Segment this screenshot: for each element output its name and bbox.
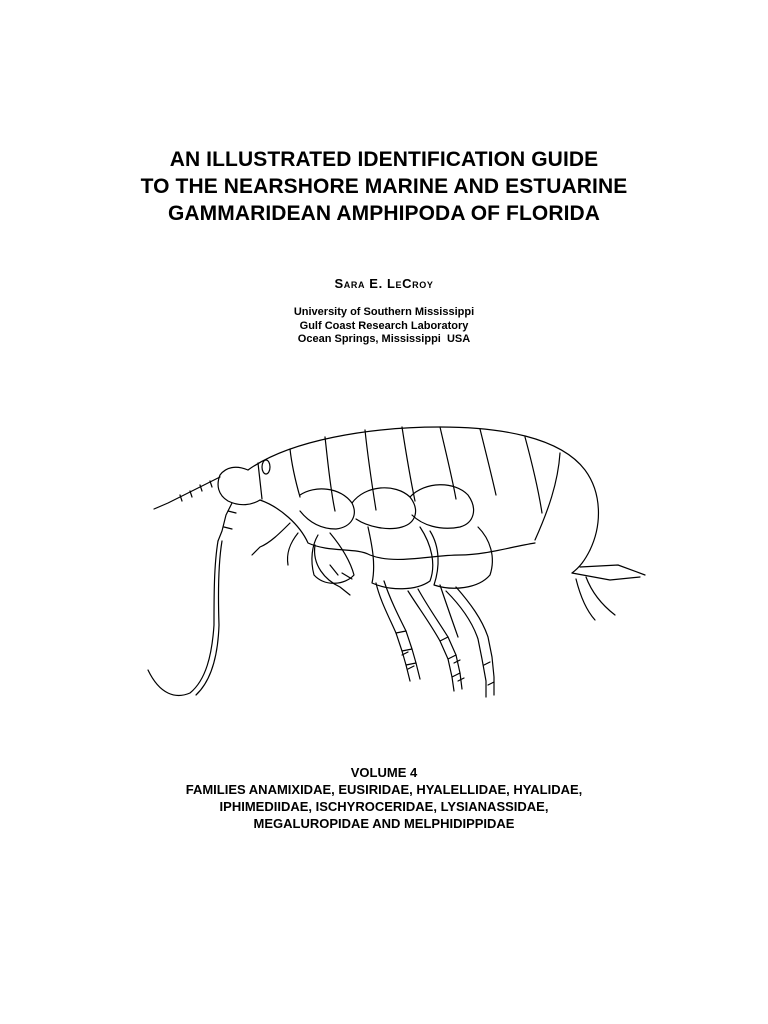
affiliation-line-2: Gulf Coast Research Laboratory (299, 319, 469, 332)
volume-info (0, 764, 768, 832)
affiliation-line-3: Ocean Springs, Mississippi USA (297, 333, 471, 345)
affiliation-line-1: University of Southern Mississippi (293, 306, 475, 318)
families-line-2: IPHIMEDIIDAE, ISCHYROCERIDAE, LYSIANASSIDAE, (219, 799, 549, 814)
title-line-3: GAMMARIDEAN AMPHIPODA OF FLORIDA (167, 202, 601, 225)
title-line-2: TO THE NEARSHORE MARINE AND ESTUARINE (140, 175, 628, 198)
affiliation (0, 306, 768, 347)
amphipod-illustration-icon (140, 415, 660, 705)
volume-label: VOLUME 4 (350, 765, 418, 780)
families-line-1: FAMILIES ANAMIXIDAE, EUSIRIDAE, HYALELLIDAE, HYALIDAE, (185, 782, 583, 797)
families-line-3: MEGALUROPIDAE AND MELPHIDIPPIDAE (253, 816, 515, 831)
document-title (0, 146, 768, 227)
author-name: Sara E. LeCroy (334, 276, 434, 291)
title-line-1: AN ILLUSTRATED IDENTIFICATION GUIDE (169, 148, 599, 171)
